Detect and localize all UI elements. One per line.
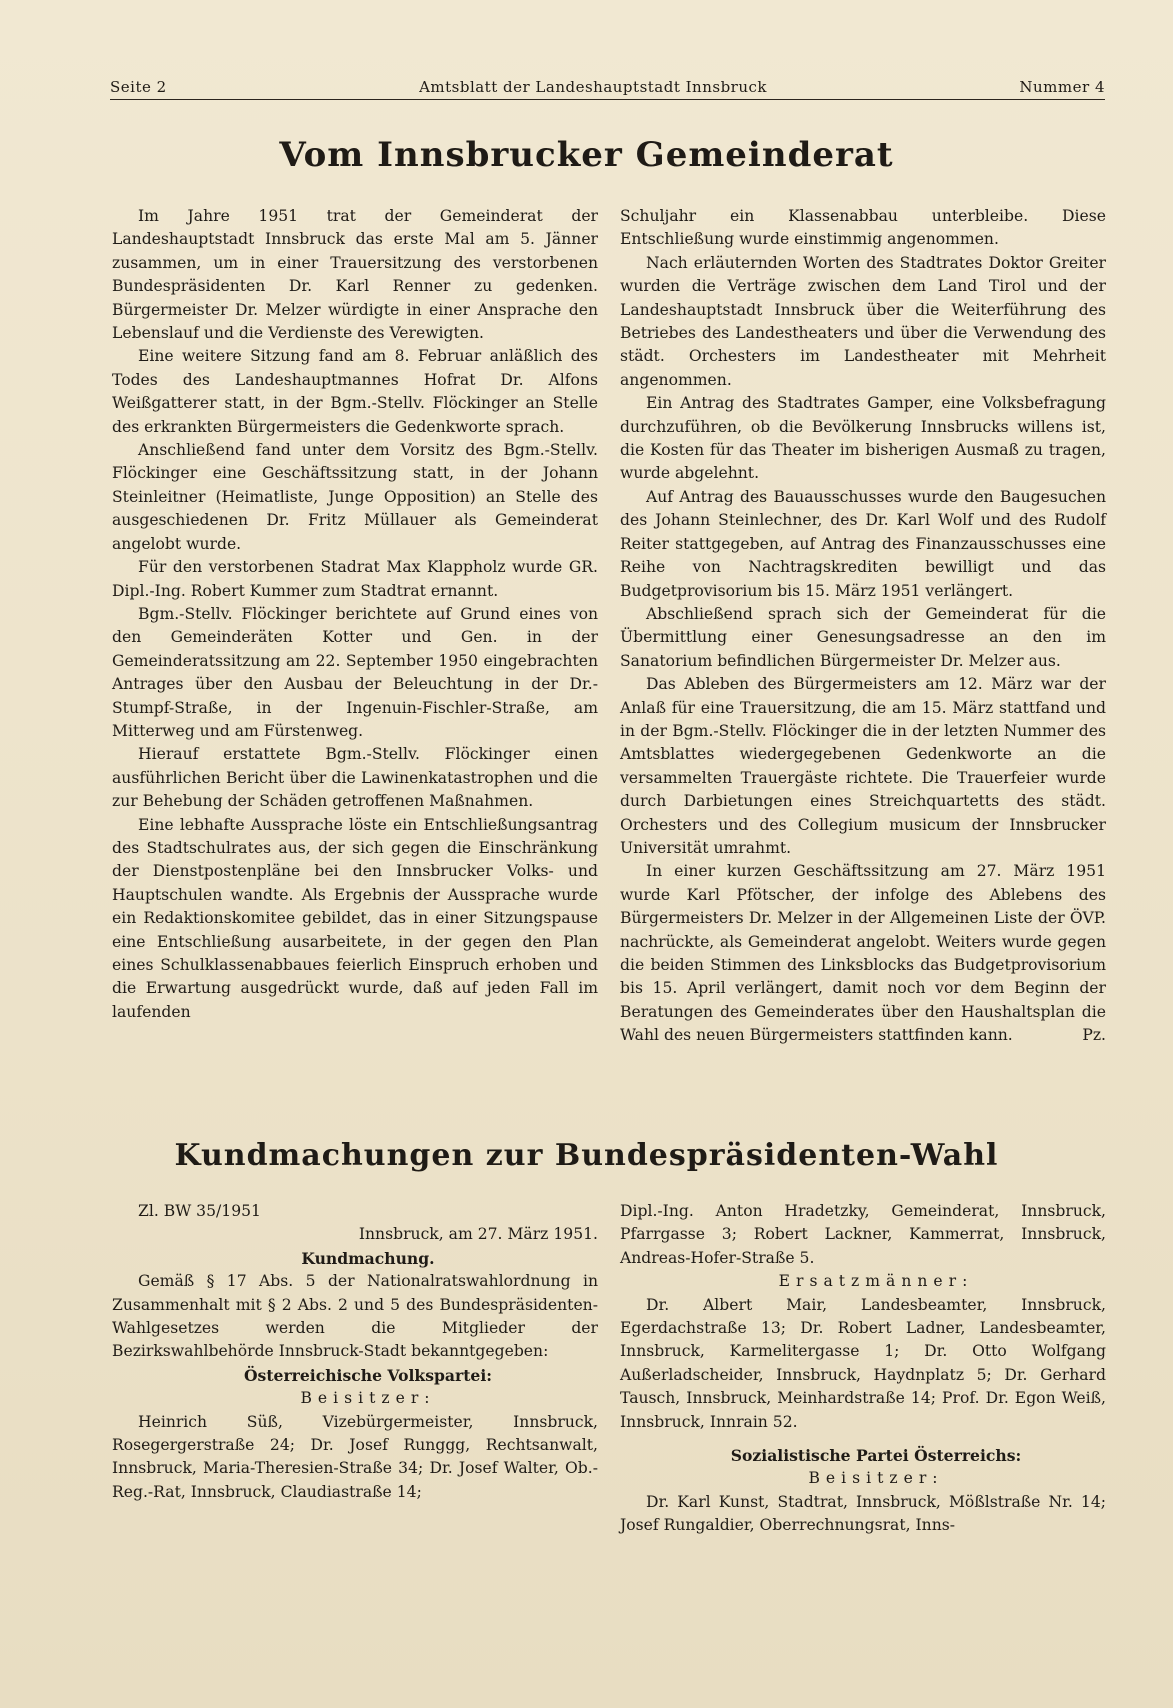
- beisitzer-list: Heinrich Süß, Vizebürgermeister, Innsbruck, Rosegergerstraße 24; Dr. Josef Runggg, Rechtsanwalt, Innsbruck, Maria-Theresien-Straße 34; Dr. Josef Walter, Ob.-Reg.-Rat, Innsbruck, Claudiastraße 14;: [112, 1412, 598, 1501]
- subtitle-kundmachung: Kundmachung.: [301, 1248, 435, 1268]
- paragraph: Auf Antrag des Bauausschusses wurde den Baugesuchen des Johann Steinlechner, des Dr. Karl Wolf und des Rudolf Reiter stattgegeben, auf Antrag des Finanzausschusses eine Reihe von Nachtragskrediten bewilligt und das Budgetprovisorium bis 15. März 1951 verlängert.: [620, 487, 1106, 600]
- header-rule: [110, 99, 1105, 100]
- article1-column-left: [112, 205, 598, 1024]
- publication-title: Amtsblatt der Landeshauptstadt Innsbruck: [419, 78, 767, 96]
- page-header: [110, 70, 1105, 96]
- paragraph-text: In einer kurzen Geschäftssitzung am 27. März 1951 wurde Karl Pfötscher, der infolge des Ablebens des Bürgermeisters Dr. Melzer in der Allgemeinen Liste der ÖVP. nachrückte, als Gemeinderat angelobt. Weiters wurde gegen die beiden Stimmen des Linksblocks das Budgetprovisorium bis 15. April verlängert, damit noch vor dem Beginn der Beratungen des Gemeinderates über den Haushaltsplan die Wahl des neuen Bürgermeisters stattfinden kann.: [620, 862, 1106, 1045]
- paragraph: Eine lebhafte Aussprache löste ein Entschließungsantrag des Stadtschulrates aus, der sich gegen die Einschränkung der Dienstpostenpläne bei den Innsbrucker Volks- und Hauptschulen wandte. Als Ergebnis der Aussprache wurde ein Redaktionskomitee gebildet, das in einer Sitzungspause eine Entschließung ausarbeitete, in der gegen den Plan eines Schulklassenabbaues feierlich Einspruch erhoben und die Erwartung ausgedrückt wurde, daß auf jeden Fall im laufenden: [112, 815, 598, 1021]
- party-heading-oevp: Österreichische Volkspartei:: [243, 1365, 493, 1385]
- paragraph: [620, 860, 1106, 1047]
- issue-number: Nummer 4: [1019, 78, 1105, 96]
- reference-number: Zl. BW 35/1951: [138, 1202, 261, 1220]
- paragraph: Eine weitere Sitzung fand am 8. Februar anläßlich des Todes des Landeshauptmannes Hofrat Dr. Alfons Weißgatterer statt, in der Bgm.-Stellv. Flöckinger an Stelle des erkrankten Bürgermeisters die Gedenkworte sprach.: [112, 347, 598, 436]
- article1-column-right: [620, 205, 1106, 1048]
- author-signature: Pz.: [1082, 1026, 1106, 1045]
- article2-column-left: [112, 1200, 598, 1504]
- page-number: Seite 2: [110, 78, 167, 96]
- intro-paragraph: Gemäß § 17 Abs. 5 der Nationalratswahlordnung in Zusammenhalt mit § 2 Abs. 2 und 5 des Bundespräsidenten-Wahlgesetzes werden die Mitglieder der Bezirkswahlbehörde Innsbruck-Stadt bekanntgegeben:: [112, 1272, 598, 1361]
- beisitzer-label: Beisitzer:: [300, 1389, 436, 1408]
- paragraph: Schuljahr ein Klassenabbau unterbleibe. Diese Entschließung wurde einstimmig angenommen.: [620, 207, 1106, 249]
- ersatzmaenner-list: Dr. Albert Mair, Landesbeamter, Innsbruck, Egerdachstraße 13; Dr. Robert Ladner, Landesbeamter, Innsbruck, Karmelitergasse 1; Dr. Otto Wolfgang Außerladscheider, Innsbruck, Haydnplatz 5; Dr. Gerhard Tausch, Innsbruck, Meinhardstraße 14; Prof. Dr. Egon Weiß, Innsbruck, Innrain 52.: [620, 1295, 1106, 1431]
- paragraph: Für den verstorbenen Stadrat Max Klappholz wurde GR. Dipl.-Ing. Robert Kummer zum Stadtrat ernannt.: [112, 558, 598, 600]
- paragraph: Abschließend sprach sich der Gemeinderat für die Übermittlung einer Genesungsadresse an den im Sanatorium befindlichen Bürgermeister Dr. Melzer aus.: [620, 604, 1106, 670]
- article-title-kundmachungen: Kundmachungen zur Bundespräsidenten-Wahl: [174, 1138, 999, 1173]
- beisitzer-list-continued: Dipl.-Ing. Anton Hradetzky, Gemeinderat, Innsbruck, Pfarrgasse 3; Robert Lackner, Kammerrat, Innsbruck, Andreas-Hofer-Straße 5.: [620, 1202, 1106, 1267]
- paragraph: Anschließend fand unter dem Vorsitz des Bgm.-Stellv. Flöckinger eine Geschäftssitzung statt, in der Johann Steinleitner (Heimatliste, Junge Opposition) an Stelle des ausgeschiedenen Dr. Fritz Müllauer als Gemeinderat angelobt wurde.: [112, 441, 598, 553]
- paragraph: Nach erläuternden Worten des Stadtrates Doktor Greiter wurden die Verträge zwischen dem Land Tirol und der Landeshauptstadt Innsbruck über die Weiterführung des Betriebes des Landestheaters und über die Verwendung des städt. Orchesters im Landestheater mit Mehrheit angenommen.: [620, 253, 1106, 389]
- paragraph: Das Ableben des Bürgermeisters am 12. März war der Anlaß für eine Trauersitzung, die am 15. März stattfand und in der Bgm.-Stellv. Flöckinger die in der letzten Nummer des Amtsblattes wiedergegebenen Gedenkworte an die versammelten Trauergäste richtete. Die Trauerfeier wurde durch Darbietungen eines Streichquartetts des städt. Orchesters und des Collegium musicum der Innsbrucker Universität umrahmt.: [620, 675, 1106, 857]
- paragraph: Im Jahre 1951 trat der Gemeinderat der Landeshauptstadt Innsbruck das erste Mal am 5. Jänner zusammen, um in einer Trauersitzung des verstorbenen Bundespräsidenten Dr. Karl Renner zu gedenken. Bürgermeister Dr. Melzer würdigte in einer Ansprache den Lebenslauf und die Verdienste des Verewigten.: [112, 207, 598, 343]
- ersatzmaenner-label: Ersatzmänner:: [778, 1272, 974, 1291]
- beisitzer-list-spoe: Dr. Karl Kunst, Stadtrat, Innsbruck, Mößlstraße Nr. 14; Josef Rungaldier, Oberrechnungsrat, Inns-: [620, 1492, 1106, 1535]
- beisitzer-label-spoe: Beisitzer:: [808, 1469, 944, 1488]
- article-title-gemeinderat: Vom Innsbrucker Gemeinderat: [279, 135, 894, 175]
- paragraph: Bgm.-Stellv. Flöckinger berichtete auf Grund eines von den Gemeinderäten Kotter und Gen. in der Gemeinderatssitzung am 22. September 1950 eingebrachten Antrages über den Ausbau der Beleuchtung in der Dr.-Stumpf-Straße, in der Ingenuin-Fischler-Straße, am Mitterweg und am Fürstenweg.: [112, 604, 598, 740]
- dateline: Innsbruck, am 27. März 1951.: [358, 1225, 598, 1244]
- party-heading-spoe: Sozialistische Partei Österreichs:: [730, 1446, 1022, 1466]
- paragraph: Hierauf erstattete Bgm.-Stellv. Flöckinger einen ausführlichen Bericht über die Lawinenkatastrophen und die zur Behebung der Schäden getroffenen Maßnahmen.: [112, 745, 598, 811]
- paragraph: Ein Antrag des Stadtrates Gamper, eine Volksbefragung durchzuführen, ob die Bevölkerung Innsbrucks willens ist, die Kosten für das Theater im bisherigen Ausmaß zu tragen, wurde abgelehnt.: [620, 394, 1106, 483]
- article2-column-right: [620, 1200, 1106, 1538]
